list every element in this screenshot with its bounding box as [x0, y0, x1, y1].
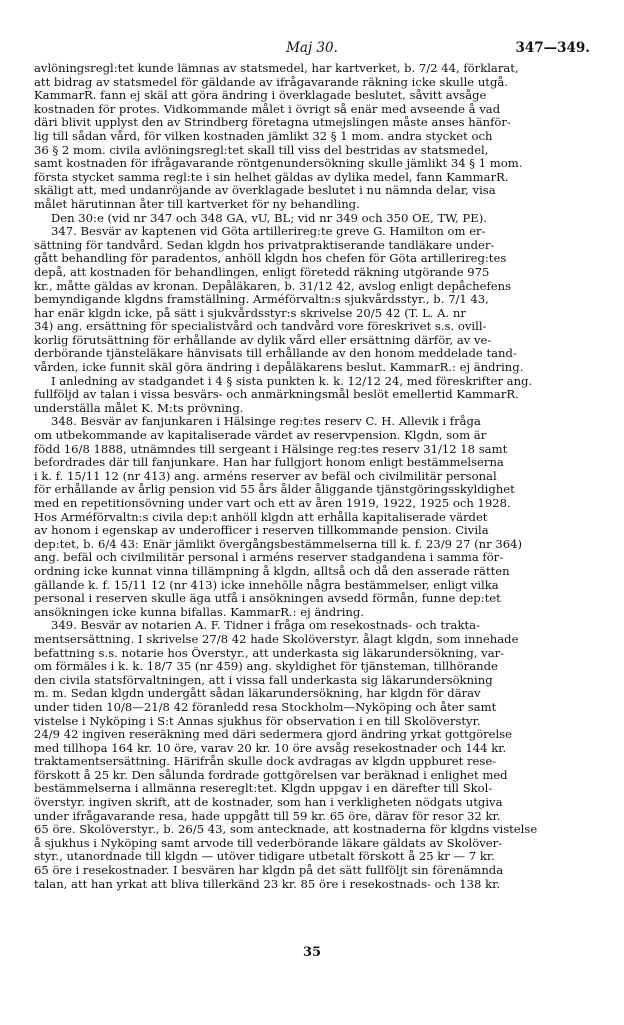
text-line: första stycket samma regl:te i sin helhet gäldas av dylika medel, fann KammarR. — [34, 170, 509, 184]
text-line: samt kostnaden för ifrågavarande röntgenundersökning skulle jämlikt 34 § 1 mom. — [34, 157, 523, 171]
text-line: talan, att han yrkat att bliva tillerkänd 23 kr. 85 öre i resekostnads- och 138 kr. — [34, 877, 501, 891]
text-line: 348. Besvär av fanjunkaren i Hälsinge reg:tes reserv C. H. Allevik i fråga — [51, 415, 481, 429]
text-line: av honom i egenskap av underofficer i reserven tillkommande pension. Civila — [34, 524, 489, 538]
running-header — [34, 40, 590, 60]
text-line: skäligt att, med undanröjande av överklagade beslutet i nu nämnda delar, visa — [34, 184, 496, 198]
text-line: ordning icke kunnat vinna tillämpning å klgdn, alltså och då den asserade rätten — [34, 564, 510, 578]
text-line: 34) ang. ersättning för specialistvård och tandvård vore föreskrivet s.s. ovill- — [34, 320, 487, 334]
text-line: 347. Besvär av kaptenen vid Göta artillerireg:te greve G. Hamilton om er- — [51, 225, 486, 239]
text-line: lig till sådan vård, för vilken kostnaden jämlikt 32 § 1 mom. andra stycket och — [34, 129, 493, 143]
text-line: bestämmelserna i allmänna resereglt:tet. Klgdn uppgav i en därefter till Skol- — [34, 782, 493, 796]
text-line: kostnaden för protes. Vidkommande målet i övrigt så enär med avseende å vad — [34, 102, 501, 116]
text-line: å sjukhus i Nyköping samt arvode till vederbörande läkare gäldats av Skolöver- — [34, 836, 503, 850]
text-line: den civila statsförvaltningen, att i vissa fall underkasta sig läkarundersökning — [34, 673, 493, 687]
text-line: 36 § 2 mom. civila avlöningsregl:tet skall till viss del bestridas av statsmedel, — [34, 143, 489, 157]
text-line: i k. f. 15/11 12 (nr 413) ang. arméns reserver av befäl och civilmilitär personal — [34, 469, 497, 483]
text-line: avlöningsregl:tet kunde lämnas av statsmedel, har kartverket, b. 7/2 44, förklarat, — [34, 62, 519, 75]
text-line: med tillhopa 164 kr. 10 öre, varav 20 kr. 10 öre avsåg resekostnader och 144 kr. — [34, 741, 507, 755]
header-title: Maj 30. — [286, 40, 338, 56]
text-line: personal i reserven skulle äga utfå i ansökningen avsedd förmån, funne dep:tet — [34, 592, 501, 606]
text-line: I anledning av stadgandet i 4 § sista punkten k. k. 12/12 24, med föreskrifter ang. — [51, 374, 533, 388]
text-line: ansökningen icke kunna bifallas. KammarR.: ej ändring. — [34, 605, 364, 619]
text-line: 65 öre. Skolöverstyr., b. 26/5 43, som antecknade, att kostnaderna för klgdns vistelse — [34, 823, 538, 837]
text-line: befattning s.s. notarie hos Överstyr., att underkasta sig läkarundersökning, var- — [34, 646, 505, 660]
text-line: om förmäles i k. k. 18/7 35 (nr 459) ang. skyldighet för tjänsteman, tillhörande — [34, 660, 498, 674]
text-line: ang. befäl och civilmilitär personal i arméns reserver stadgandena i samma för- — [34, 551, 504, 565]
text-line: fullföljd av talan i vissa besvärs- och anmärkningsmål beslöt emellertid KammarR. — [34, 388, 519, 402]
text-line: har enär klgdn icke, på sätt i sjukvårdsstyr:s skrivelse 20/5 42 (T. L. A. nr — [34, 306, 466, 320]
text-line: med en repetitionsövning under vart och ett av åren 1919, 1922, 1925 och 1928. — [34, 497, 511, 510]
text-line: bemyndigande klgdns framställning. Arméförvaltn:s sjukvårdsstyr., b. 7/1 43, — [34, 293, 489, 307]
text-line: att bidrag av statsmedel för gäldande av ifrågavarande räkning icke skulle utgå. — [34, 75, 508, 89]
text-line: korlig förutsättning för erhållande av dylik vård eller ersättning därför, av ve- — [34, 333, 492, 347]
text-line: för erhållande av årlig pension vid 55 års ålder åliggande tjänstgöringsskyldighet — [34, 483, 515, 497]
body-text — [34, 62, 590, 891]
text-line: förskott å 25 kr. Den sålunda fordrade gottgörelsen var beräknad i enlighet med — [34, 768, 508, 782]
text-line: depå, att kostnaden för behandlingen, enligt företedd räkning utgörande 975 — [34, 265, 490, 279]
text-line: derbörande tjänsteläkare hänvisats till erhållande av den honom meddelade tand- — [34, 347, 517, 361]
text-line: traktamentsersättning. Härifrån skulle dock avdragas av klgdn uppburet rese- — [34, 755, 497, 769]
text-line: kr., måtte gäldas av kronan. Depåläkaren, b. 31/12 42, avslog enligt depåchefens — [34, 279, 512, 293]
text-line: m. m. Sedan klgdn undergått sådan läkarundersökning, har klgdn för därav — [34, 687, 481, 701]
text-line: KammarR. fann ej skäl att göra ändring i överklagade beslutet, såvitt avsåge — [34, 89, 487, 103]
text-line: vården, icke funnit skäl göra ändring i depåläkarens beslut. KammarR.: ej ändring. — [34, 361, 524, 375]
text-line: dep:tet, b. 6/4 43: Enär jämlikt övergångsbestämmelserna till k. f. 23/9 27 (nr 364) — [34, 537, 523, 551]
text-line: sättning för tandvård. Sedan klgdn hos privatpraktiserande tandläkare under- — [34, 238, 495, 252]
text-line: 24/9 42 ingiven reseräkning med däri sedermera gjord ändring yrkat gottgörelse — [34, 728, 513, 742]
text-line: målet härutinnan åter till kartverket för ny behandling. — [34, 197, 360, 211]
text-line: under tiden 10/8—21/8 42 föranledd resa Stockholm—Nyköping och åter samt — [34, 700, 497, 714]
text-line: född 16/8 1888, utnämndes till sergeant i Hälsinge reg:tes reserv 31/12 18 samt — [34, 442, 508, 456]
text-line: under ifrågavarande resa, hade uppgått till 59 kr. 65 öre, därav för resor 32 kr. — [34, 809, 501, 823]
text-line: mentsersättning. I skrivelse 27/8 42 hade Skolöverstyr. ålagt klgdn, som innehade — [34, 632, 519, 646]
text-line: Hos Arméförvaltn:s civila dep:t anhöll klgdn att erhålla kapitaliserade värdet — [34, 510, 488, 524]
header-page-range: 347—349. — [515, 40, 590, 56]
text-line: gällande k. f. 15/11 12 (nr 413) icke innehölle några bestämmelser, enligt vilka — [34, 578, 499, 592]
text-line: däri blivit upplyst den av Strindberg företagna utmejslingen måste anses hänför- — [34, 116, 511, 130]
text-line: 349. Besvär av notarien A. F. Tidner i fråga om resekostnads- och trakta- — [51, 619, 480, 633]
text-line: vistelse i Nyköping i S:t Annas sjukhus för observation i en till Skolöverstyr. — [34, 714, 481, 728]
text-line: om utbekommande av kapitaliserade värdet av reservpension. Klgdn, som är — [34, 429, 487, 443]
text-line: styr., utanordnade till klgdn — utöver tidigare utbetalt förskott å 25 kr — 7 kr. — [34, 850, 495, 864]
text-line: befordrades där till fanjunkare. Han har fullgjort honom enligt bestämmelserna — [34, 456, 504, 470]
text-line: överstyr. ingiven skrift, att de kostnader, som han i verkligheten nödgats utgiva — [34, 796, 503, 810]
text-line: Den 30:e (vid nr 347 och 348 GA, vU, BL; vid nr 349 och 350 OE, TW, PE). — [51, 211, 487, 225]
text-line: gått behandling för paradentos, anhöll klgdn hos chefen för Göta artillerireg:tes — [34, 252, 507, 266]
text-line: underställa målet K. M:ts prövning. — [34, 401, 244, 415]
text-line: 65 öre i resekostnader. I besvären har klgdn på det sätt fullföljt sin förenämnda — [34, 864, 504, 878]
page-number: 35 — [302, 945, 322, 960]
